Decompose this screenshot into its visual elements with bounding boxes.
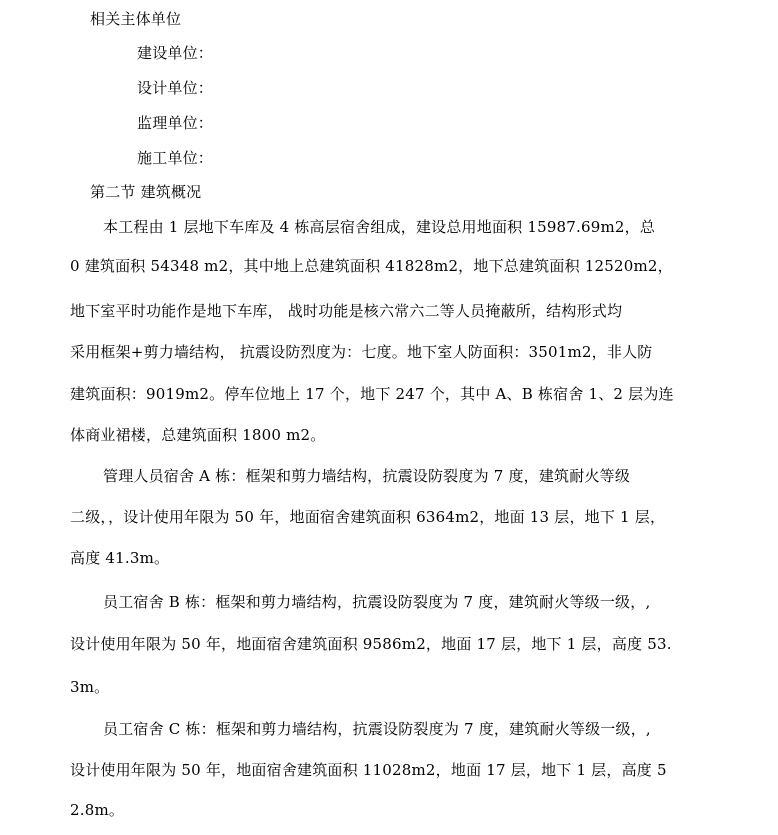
paragraph-3-line-2: 设计使用年限为 50 年，地面宿舍建筑面积 9586m2，地面 17 层，地下 1 层，高度 53. [70,635,672,653]
paragraph-1-line-5: 建筑面积：9019m2。停车位地上 17 个，地下 247 个，其中 A、B 栋宿舍 1、2 层为连 [70,385,674,403]
paragraph-2-line-3: 高度 41.3m。 [70,549,170,567]
paragraph-1-line-2: 0 建筑面积 54348 m2，其中地上总建筑面积 41828m2，地下总建筑面积 12520m2， [70,257,673,275]
paragraph-1-line-1: 本工程由 1 层地下车库及 4 栋高层宿舍组成，建设总用地面积 15987.69m2，总 [103,218,656,236]
paragraph-4-line-1: 员工宿舍 C 栋：框架和剪力墙结构，抗震设防裂度为 7 度，建筑耐火等级一级，, [103,720,651,738]
section-title: 第二节 建筑概况 [90,183,202,201]
paragraph-1-line-4: 采用框架+剪力墙结构， 抗震设防烈度为：七度。地下室人防面积：3501m2，非人防 [70,343,653,361]
paragraph-3-line-1: 员工宿舍 B 栋：框架和剪力墙结构，抗震设防裂度为 7 度，建筑耐火等级一级，, [103,593,651,611]
paragraph-3-line-3: 3m。 [70,678,110,696]
units-heading: 相关主体单位 [90,10,182,28]
paragraph-1-line-3: 地下室平时功能作是地下车库， 战时功能是核六常六二等人员掩蔽所，结构形式均 [70,302,623,320]
unit-construction: 建设单位： [137,44,214,62]
paragraph-1-line-6: 体商业裙楼，总建筑面积 1800 m2。 [70,426,326,444]
paragraph-4-line-3: 2.8m。 [70,801,125,819]
paragraph-2-line-2: 二级，，设计使用年限为 50 年，地面宿舍建筑面积 6364m2，地面 13 层，地下 1 层， [70,508,666,526]
paragraph-2-line-1: 管理人员宿舍 A 栋：框架和剪力墙结构，抗震设防裂度为 7 度，建筑耐火等级 [103,467,631,485]
unit-design: 设计单位： [137,79,214,97]
unit-contractor: 施工单位： [137,149,214,167]
unit-supervision: 监理单位： [137,114,214,132]
paragraph-4-line-2: 设计使用年限为 50 年，地面宿舍建筑面积 11028m2，地面 17 层，地下 1 层，高度 5 [70,761,667,779]
